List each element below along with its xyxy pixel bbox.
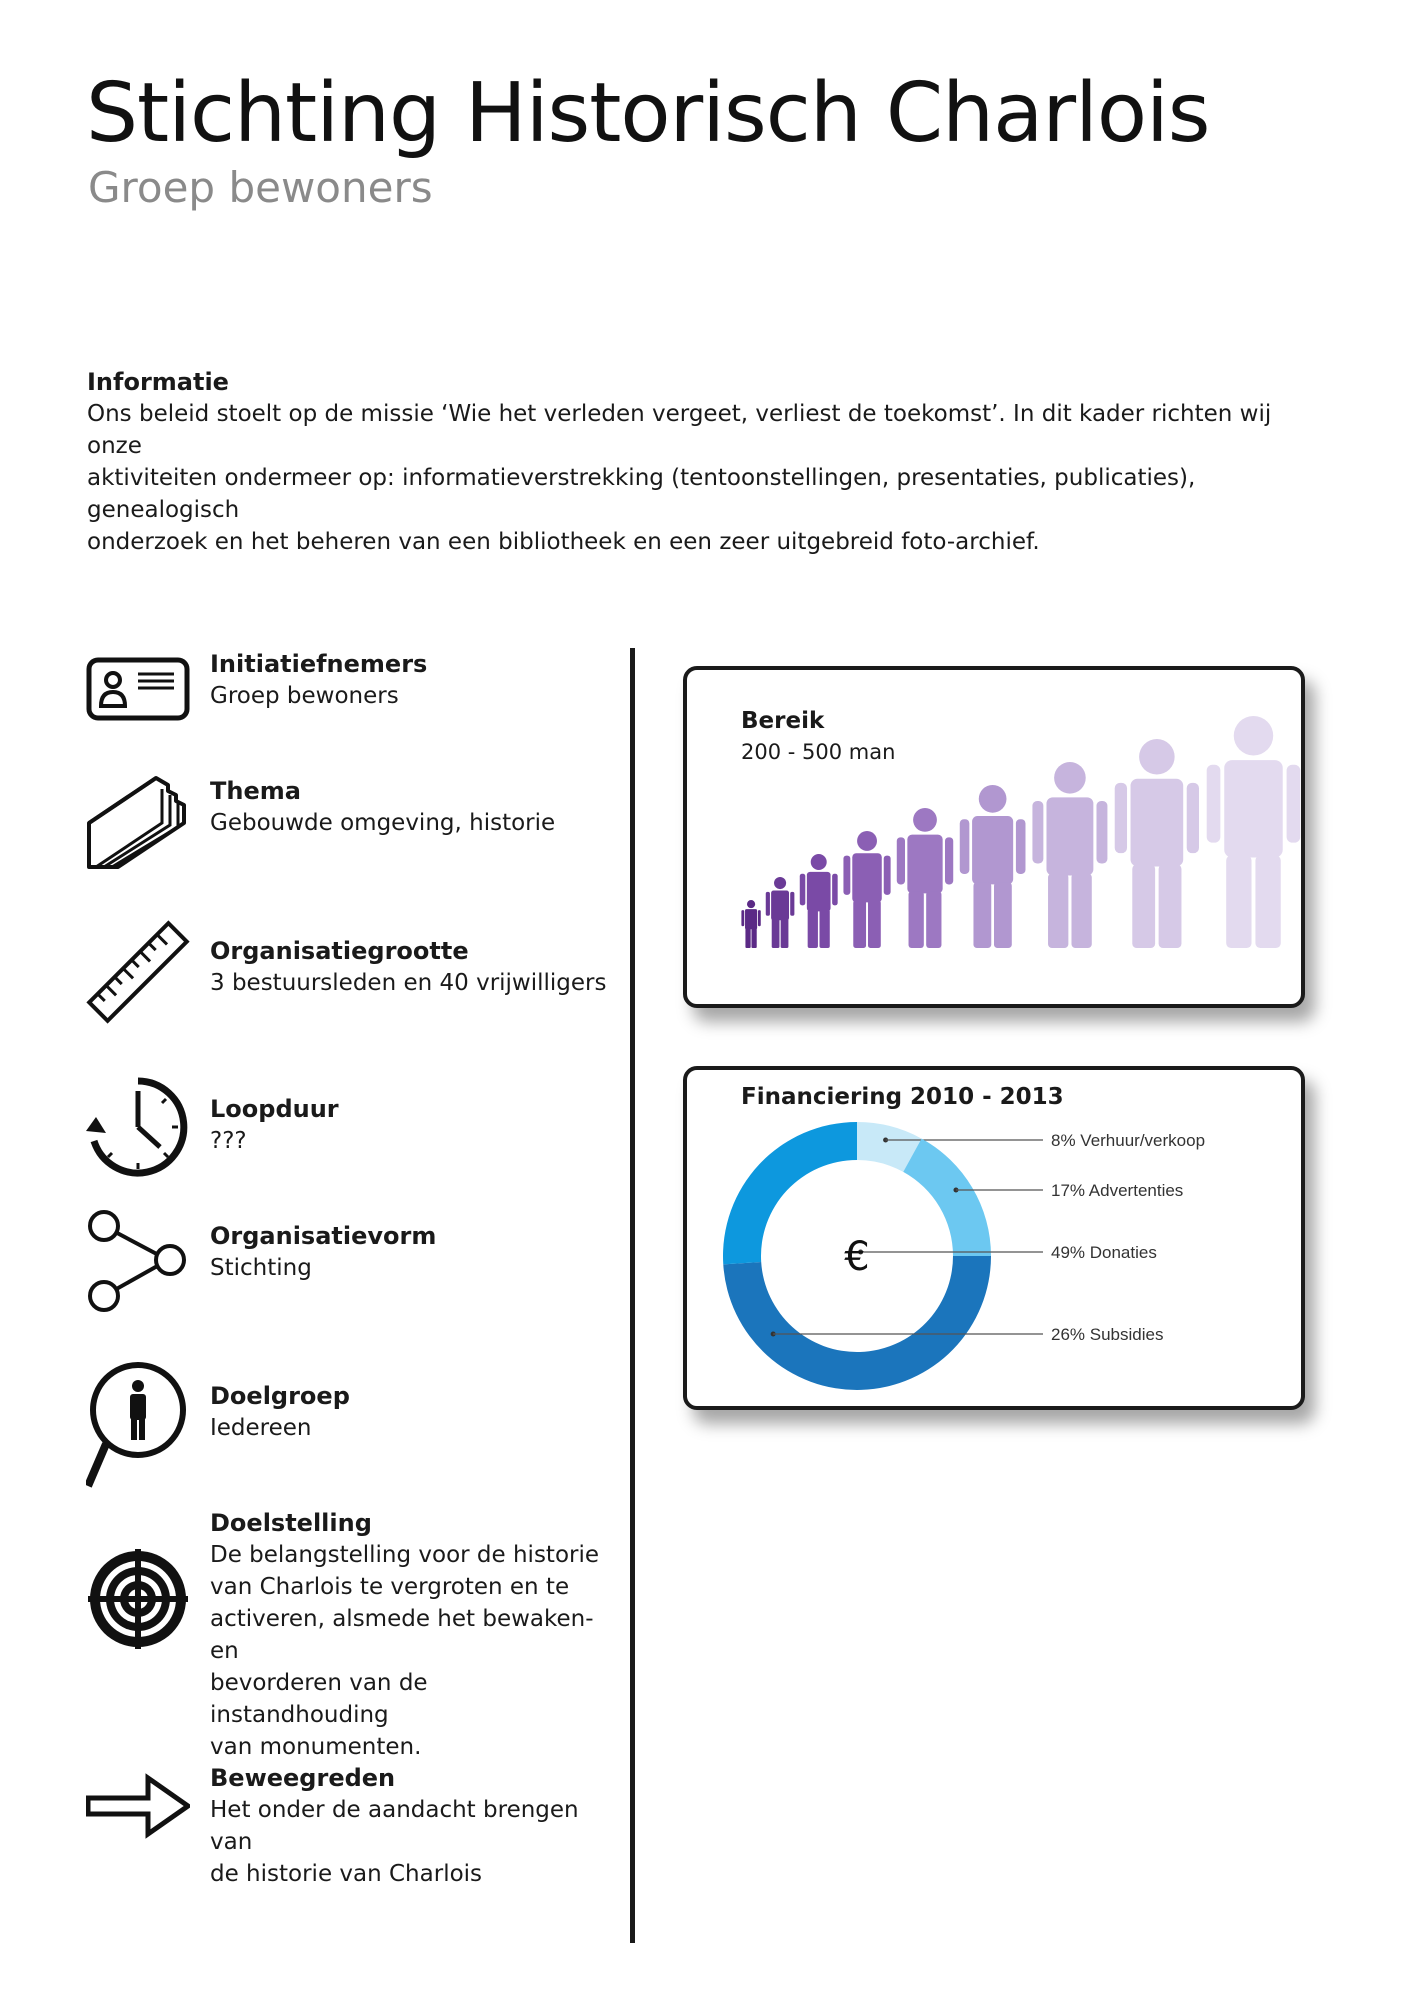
slice-label: 8% Verhuur/verkoop [1051, 1131, 1206, 1150]
reach-card [683, 666, 1305, 1008]
item-title: Doelgroep [210, 1382, 350, 1410]
ruler-icon [86, 917, 190, 1027]
person-icon [800, 854, 838, 948]
info-line: aktiviteiten ondermeer op: informatieverstrekking (tentoonstellingen, presentaties, publicaties), genealogisch [87, 465, 1196, 523]
item-text: bevorderen van de instandhouding [210, 1670, 428, 1728]
item-text: van monumenten. [210, 1734, 422, 1760]
page-subtitle: Groep bewoners [88, 163, 433, 212]
item-text: Groep bewoners [210, 683, 399, 709]
reach-title: Bereik [741, 708, 825, 734]
magnifier-person-icon [86, 1358, 190, 1490]
reach-value: 200 - 500 man [741, 740, 896, 764]
item-title: Loopduur [210, 1095, 339, 1123]
item-text: Iedereen [210, 1415, 312, 1441]
id-card-icon [86, 648, 190, 758]
item-title: Organisatiegrootte [210, 937, 469, 965]
page-title: Stichting Historisch Charlois [86, 66, 1210, 161]
stopwatch-icon [86, 1069, 190, 1179]
slice-label: 17% Advertenties [1051, 1181, 1184, 1200]
item-text: ??? [210, 1128, 247, 1154]
item-text: Het onder de aandacht brengen van [210, 1797, 579, 1855]
person-icon [1207, 716, 1301, 948]
donut-slice [723, 1122, 857, 1264]
person-icon [766, 877, 795, 948]
book-icon [86, 775, 190, 885]
donut-slice [903, 1139, 991, 1256]
item-text: Gebouwde omgeving, historie [210, 810, 556, 836]
slice-label: 49% Donaties [1051, 1243, 1157, 1262]
item-text: De belangstelling voor de historie [210, 1542, 600, 1568]
info-line: Ons beleid stoelt op de missie ‘Wie het verleden vergeet, verliest de toekomst’. In dit kader richten wij onze [87, 401, 1272, 459]
person-icon [897, 808, 953, 948]
item-title: Doelstelling [210, 1509, 372, 1537]
euro-icon: € [844, 1234, 870, 1280]
share-icon [86, 1208, 190, 1318]
person-icon [1032, 762, 1107, 948]
target-icon [86, 1547, 190, 1657]
item-title: Organisatievorm [210, 1222, 437, 1250]
item-text: Stichting [210, 1255, 312, 1281]
item-text: van Charlois te vergroten en te [210, 1574, 570, 1600]
person-icon [1115, 739, 1199, 948]
item-text: de historie van Charlois [210, 1861, 483, 1887]
column-divider [630, 648, 635, 1943]
person-icon [843, 831, 890, 948]
info-section [87, 366, 1307, 558]
item-text: 3 bestuursleden en 40 vrijwilligers [210, 970, 607, 996]
slice-label: 26% Subsidies [1051, 1325, 1164, 1344]
person-icon [960, 785, 1026, 948]
people-graphic [687, 670, 1301, 1004]
item-title: Thema [210, 777, 301, 805]
financing-card [683, 1066, 1305, 1410]
info-heading: Informatie [87, 368, 229, 396]
arrow-right-icon [86, 1762, 190, 1872]
item-title: Beweegreden [210, 1764, 396, 1792]
item-title: Initiatiefnemers [210, 650, 428, 678]
chart-title: Financiering 2010 - 2013 [741, 1084, 1064, 1110]
person-icon [741, 900, 760, 948]
info-line: onderzoek en het beheren van een bibliotheek en een zeer uitgebreid foto-archief. [87, 529, 1040, 555]
item-text: activeren, alsmede het bewaken- en [210, 1606, 594, 1664]
donut-chart [687, 1070, 1301, 1406]
